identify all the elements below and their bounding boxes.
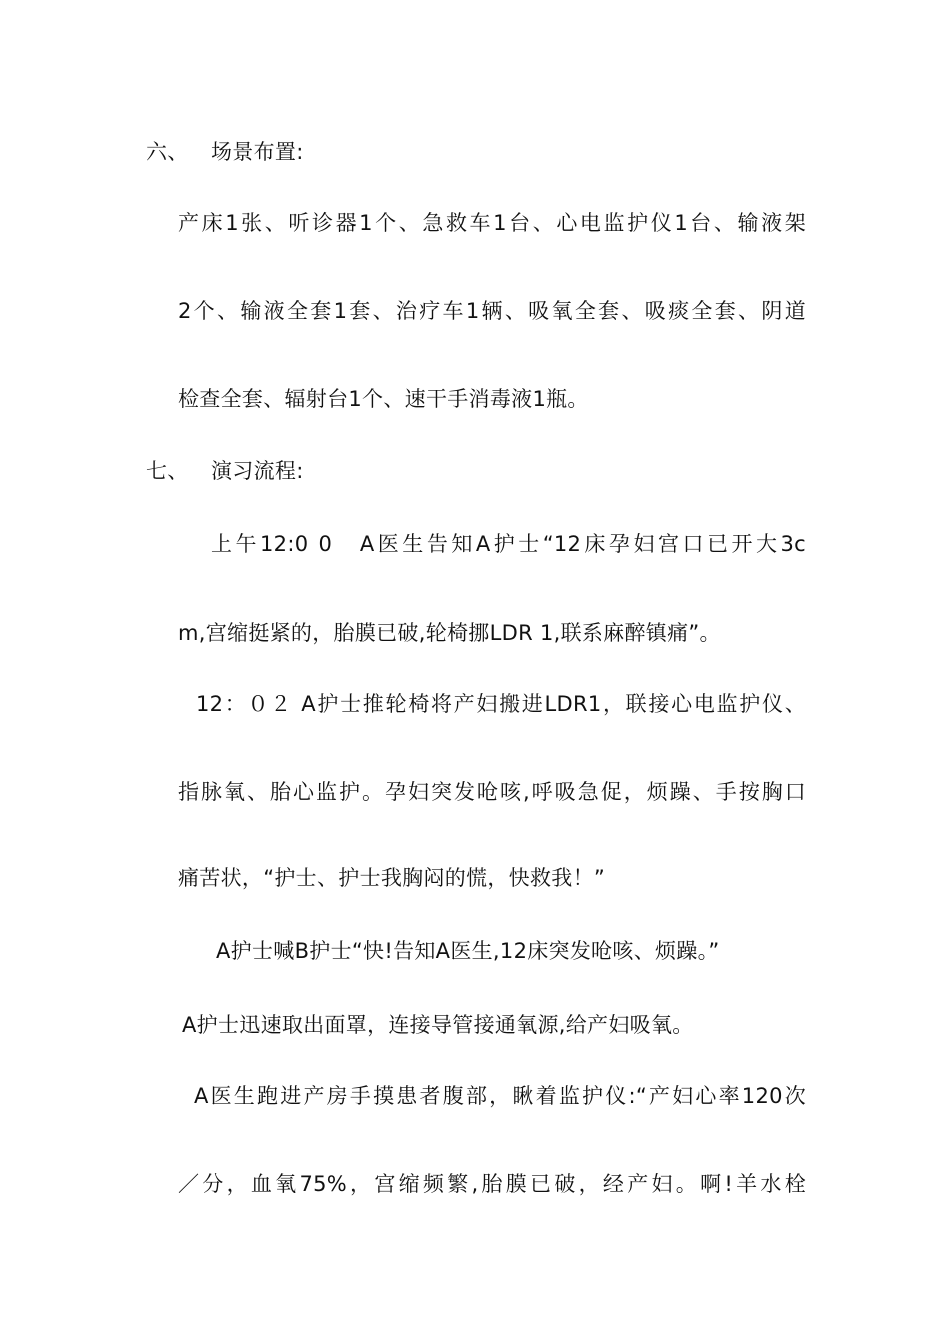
paragraph-line: 检查全套、辐射台1个、速干手消毒液1瓶。 — [178, 387, 589, 411]
section-6-number: 六、 — [146, 140, 189, 164]
paragraph-line: 痛苦状，“护士、护士我胸闷的慌，快救我！” — [178, 866, 606, 890]
section-6-title: 场景布置: — [211, 140, 304, 164]
paragraph-line: 2个、输液全套1套、治疗车1辆、吸氧全套、吸痰全套、阴道 — [178, 299, 806, 323]
paragraph-line: 产床1张、听诊器1个、急救车1台、心电监护仪1台、输液架 — [178, 211, 806, 235]
section-7-title: 演习流程: — [211, 459, 304, 483]
paragraph-line: 指脉氧、胎心监护。孕妇突发呛咳,呼吸急促，烦躁、手按胸口 — [178, 780, 806, 804]
paragraph-line: A医生跑进产房手摸患者腹部，瞅着监护仪:“产妇心率120次 — [194, 1084, 806, 1108]
paragraph-line: ／分，血氧75%，宫缩频繁,胎膜已破，经产妇。啊!羊水栓 — [178, 1172, 806, 1196]
paragraph-line: A护士迅速取出面罩，连接导管接通氧源,给产妇吸氧。 — [182, 1013, 694, 1037]
paragraph-line: 上午12:0 0 A医生告知A护士“12床孕妇宫口已开大3c — [211, 532, 806, 556]
section-7-number: 七、 — [146, 459, 189, 483]
paragraph-line: 12：０２ A护士推轮椅将产妇搬进LDR1，联接心电监护仪、 — [196, 692, 806, 716]
paragraph-line: m,宫缩挺紧的，胎膜已破,轮椅挪LDR 1,联系麻醉镇痛”。 — [178, 621, 721, 645]
paragraph-line: A护士喊B护士“快!告知A医生,12床突发呛咳、烦躁。” — [216, 939, 720, 963]
